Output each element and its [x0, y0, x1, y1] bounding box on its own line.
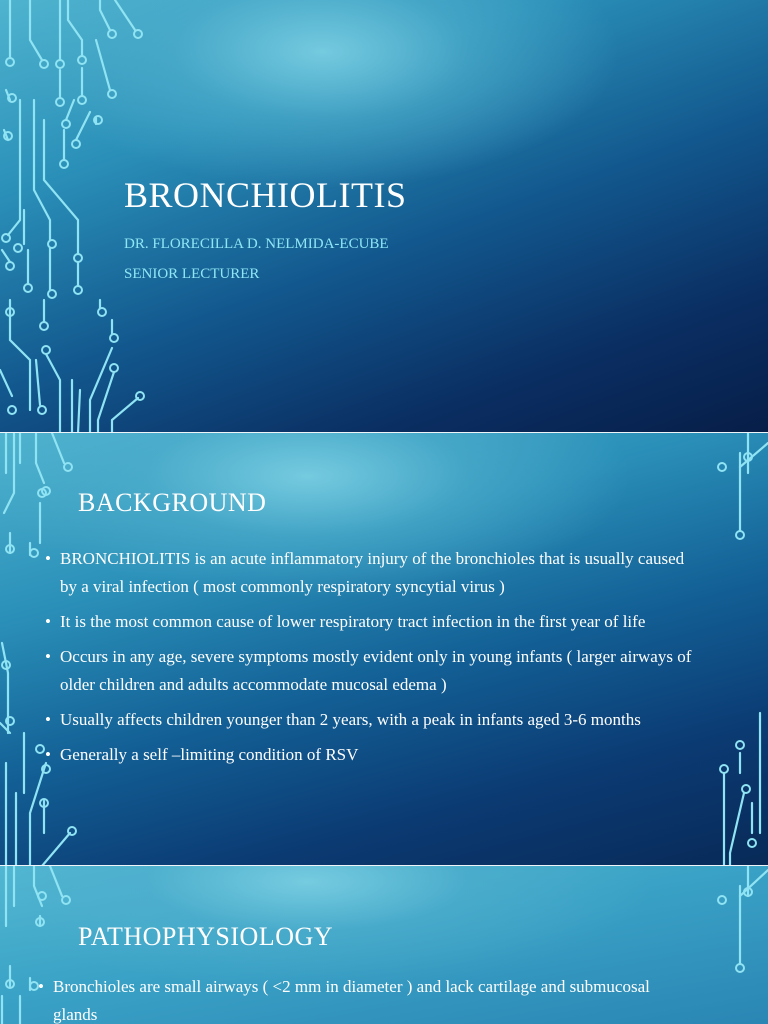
author-role: SENIOR LECTURER — [124, 266, 260, 282]
author-name: DR. FLORECILLA D. NELMIDA-ECUBE — [124, 236, 389, 252]
circuit-decoration — [0, 0, 768, 433]
pathophysiology-bullet-list — [38, 973, 688, 1024]
background-bullet-list — [45, 545, 695, 776]
pathophysiology-slide — [0, 866, 768, 1024]
list-item: • Generally a self –limiting condition of RSV — [45, 741, 695, 769]
list-item: • Bronchioles are small airways ( <2 mm in diameter ) and lack cartilage and submucosal glands — [38, 973, 688, 1024]
pathophysiology-title: PATHOPHYSIOLOGY — [78, 922, 334, 951]
list-item: • Occurs in any age, severe symptoms mostly evident only in young infants ( larger airways of older children and adults accommodate mucosal edema ) — [45, 643, 695, 699]
title-slide — [0, 0, 768, 433]
main-title: BRONCHIOLITIS — [124, 175, 407, 215]
list-item: • Usually affects children younger than 2 years, with a peak in infants aged 3-6 months — [45, 706, 695, 734]
list-item: • It is the most common cause of lower respiratory tract infection in the first year of life — [45, 608, 695, 636]
background-slide — [0, 433, 768, 866]
list-item: • BRONCHIOLITIS is an acute inflammatory injury of the bronchioles that is usually caused by a viral infection ( most commonly respiratory syncytial virus ) — [45, 545, 695, 601]
background-title: BACKGROUND — [78, 488, 267, 517]
